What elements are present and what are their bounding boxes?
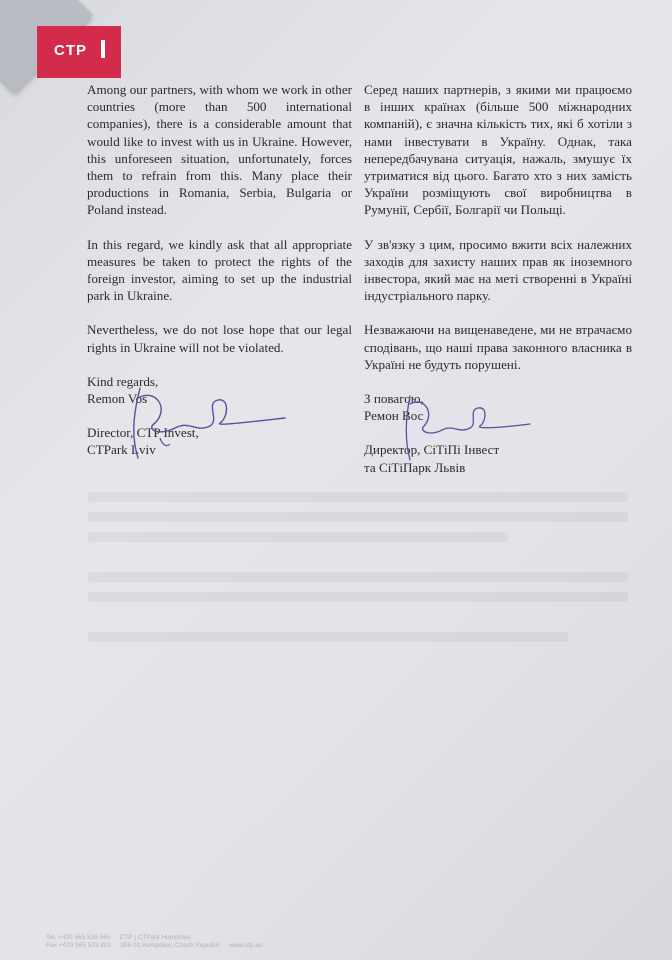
footer-line-2 — [46, 942, 263, 950]
footer-phone: Tel. +420 565 535 565 — [46, 934, 111, 941]
footer-fax: Fax +420 565 533 801 — [46, 942, 112, 949]
bleed-through-line — [88, 572, 628, 582]
english-column — [87, 81, 352, 459]
english-paragraph-2: In this regard, we kindly ask that all appropriate measures be taken to protect the rights of the foreign investor, aiming to set up the industrial park in Ukraine. — [87, 236, 352, 304]
english-signer-title-1: Director, CTP Invest, — [87, 425, 199, 441]
english-signer-title-2: CTPark Lviv — [87, 442, 156, 458]
english-title-block — [87, 424, 352, 458]
footer-web: www.ctp.eu — [229, 942, 263, 949]
ukrainian-closing-block — [364, 390, 632, 424]
english-paragraph-1: Among our partners, with whom we work in other countries (more than 500 international companies), there is a considerable amount that would like to invest with us in Ukraine. However, this unforeseen situation, unfortunately, forces them to refrain from this. Many place their productions in Romania, Serbia, Bulgaria or Poland instead. — [87, 82, 352, 218]
bleed-through-line — [88, 632, 568, 642]
footer-company: CTP | CTPark Humpolec — [119, 934, 191, 941]
ukrainian-signer-title-2: та СіТіПарк Львів — [364, 459, 466, 475]
english-paragraph-3: Nevertheless, we do not lose hope that our legal rights in Ukraine will not be violated. — [87, 322, 352, 355]
english-closing: Kind regards, — [87, 373, 159, 389]
english-signer-name: Remon Vos — [87, 391, 148, 407]
bleed-through-line — [88, 532, 508, 542]
ukrainian-signer-name: Ремон Вос — [364, 408, 424, 424]
logo-text: CTP — [54, 42, 87, 59]
bleed-through-line — [88, 512, 628, 522]
ukrainian-paragraph-1: Серед наших партнерів, з якими ми працюємо в інших країнах (більше 500 міжнародних компаній), є значна кількість тих, які б хотіли з нами інвестувати в Україну. Однак, така непередбачувана ситуація, нажаль, змушує їх утриматися від цього. Багато хто з них замість України розміщують свої виробництва в Румунії, Сербії, Болгарії чи Польщі. — [364, 82, 632, 218]
bleed-through-line — [88, 592, 628, 602]
ukrainian-column — [364, 81, 632, 476]
logo-bar — [101, 40, 105, 58]
bleed-through-line — [88, 492, 628, 502]
footer-address: 396 01 Humpolec, Czech Republic — [120, 942, 221, 949]
footer-line-1 — [46, 934, 263, 942]
ukrainian-paragraph-2: У зв'язку з цим, просимо вжити всіх належних заходів для захисту наших прав як іноземного інвестора, який має на меті створенні в Україні індустріального парку. — [364, 236, 632, 304]
ukrainian-signer-title-1: Директор, СіТіПі Інвест — [364, 442, 500, 458]
footer — [46, 934, 263, 950]
english-closing-block — [87, 373, 352, 407]
ukrainian-closing: З повагою, — [364, 391, 424, 407]
ukrainian-title-block — [364, 441, 632, 475]
ctp-logo — [37, 26, 121, 78]
ukrainian-paragraph-3: Незважаючи на вищенаведене, ми не втрачаємо сподівань, що наші права законного власника в Україні не будуть порушені. — [364, 322, 632, 372]
